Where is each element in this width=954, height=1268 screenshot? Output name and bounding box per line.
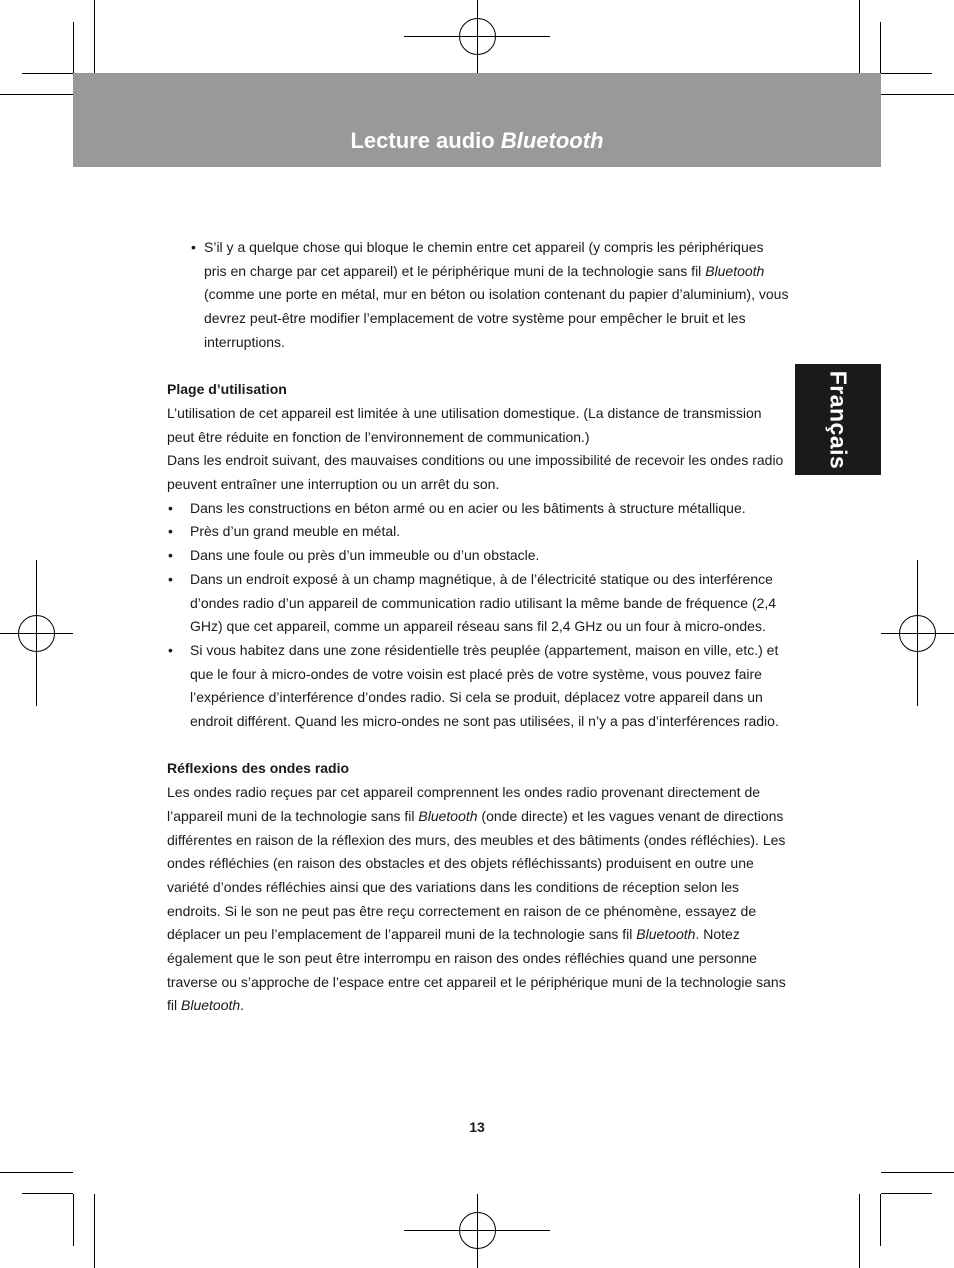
note-text-1: S’il y a quelque chose qui bloque le chemin entre cet appareil (y compris les périphériques pris en charge par cet appareil) et le périphérique muni de la technologie sans fil <box>204 239 764 279</box>
list-item <box>167 568 789 639</box>
list-item-text: Près d’un grand meuble en métal. <box>190 523 401 540</box>
reflections-text-2: (onde directe) et les vagues venant de directions différentes en raison de la réflexion des murs, des meubles et des bâtiments (ondes réfléchies). Les ondes réfléchies (en raison des obstacles et des objets réfléchissants) produisent en outre une variété d’ondes réfléchies ainsi que des variations dans les conditions de réception selon les endroits. Si le son ne peut pas être reçu correctement en raison de ce phénomène, essayez de déplacer un peu l’emplacement de l’appareil muni de la technologie sans fil <box>167 807 786 943</box>
list-item <box>167 639 789 734</box>
range-heading: Plage d’utilisation <box>167 381 287 398</box>
bullet-glyph: • <box>168 499 173 516</box>
reflections-heading: Réflexions des ondes radio <box>167 760 350 777</box>
section-header-bar <box>73 73 881 167</box>
note-text-bluetooth: Bluetooth <box>705 262 765 279</box>
reflections-paragraph <box>167 781 789 1018</box>
page-title-italic: Bluetooth <box>500 128 604 153</box>
list-item-text: Dans les constructions en béton armé ou en acier ou les bâtiments à structure métallique. <box>190 499 746 516</box>
page-number: 13 <box>469 1119 485 1135</box>
main-content <box>167 236 789 1018</box>
range-paragraph-1: L’utilisation de cet appareil est limitée à une utilisation domestique. (La distance de transmission peut être réduite en fonction de l’environnement de communication.) <box>167 404 762 445</box>
list-item-text: Dans une foule ou près d’un immeuble ou d’un obstacle. <box>190 547 540 564</box>
range-paragraph-2: Dans les endroit suivant, des mauvaises conditions ou une impossibilité de recevoir les ondes radio peuvent entraîner une interruption ou un arrêt du son. <box>167 452 784 493</box>
reflections-text-3: . Notez également que le son peut être interrompu en raison des ondes réfléchies quand une personne traverse ou s’approche de l’espace entre cet appareil et le périphérique muni de la technologie sans fil <box>167 926 786 1014</box>
bullet-glyph: • <box>168 523 173 540</box>
reflections-text-bluetooth-2: Bluetooth <box>636 926 696 943</box>
list-item <box>167 544 789 568</box>
reflections-text-bluetooth-3: Bluetooth <box>181 997 241 1014</box>
page-title-main: Lecture audio <box>350 128 495 153</box>
reflections-text-1: Les ondes radio reçues par cet appareil comprennent les ondes radio provenant directement de l’appareil muni de la technologie sans fil <box>167 784 761 824</box>
bullet-glyph: • <box>168 547 173 564</box>
interference-list <box>167 497 789 734</box>
page-title <box>73 127 881 155</box>
note-text-2: (comme une porte en métal, mur en béton ou isolation contenant du papier d’aluminium), vous devrez peut-être modifier l’emplacement de votre système pour empêcher le bruit et les interruptions. <box>204 286 789 350</box>
reflections-text-bluetooth-1: Bluetooth <box>418 807 478 824</box>
list-item-text: Si vous habitez dans une zone résidentielle très peuplée (appartement, maison en ville, etc.) et que le four à micro-ondes de votre voisin est placé près de votre système, vous pouvez faire l’expérience d’interférence d’ondes radio. Si cela se produit, déplacez votre appareil dans un endroit différent. Quand les micro-ondes ne sont pas utilisées, il n’y a pas d’interférences radio. <box>190 641 779 730</box>
language-tab-label: Français <box>825 370 852 469</box>
bullet-glyph: • <box>191 239 196 255</box>
list-item <box>167 497 789 521</box>
bullet-glyph: • <box>168 570 173 587</box>
obstacle-note <box>167 236 789 355</box>
list-item <box>167 520 789 544</box>
list-item-text: Dans un endroit exposé à un champ magnétique, à de l’électricité statique ou des interférence d’ondes radio d’un appareil de communication radio utilisant la même bande de fréquence (2,4 GHz) que cet appareil, comme un appareil réseau sans fil 2,4 GHz ou un four à micro-ondes. <box>190 570 777 635</box>
bullet-glyph: • <box>168 641 173 658</box>
language-tab <box>795 364 881 475</box>
reflections-text-4: . <box>240 997 245 1014</box>
